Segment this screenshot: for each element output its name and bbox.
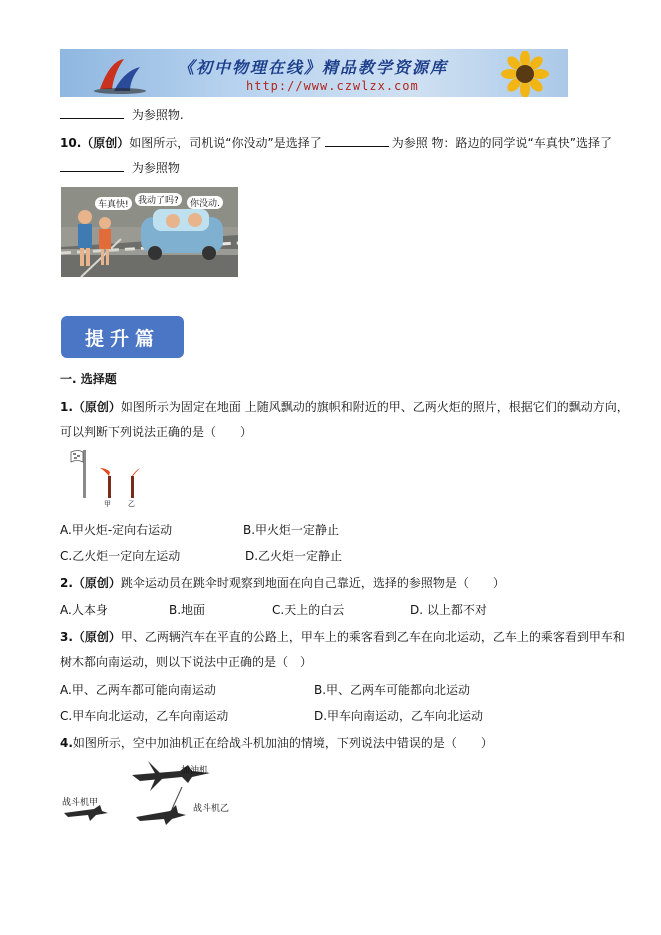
q3-option-a: A.甲、乙两车都可能向南运动: [60, 683, 216, 697]
answer-blank[interactable]: [60, 106, 124, 119]
aircraft-icon: [60, 757, 240, 829]
section-heading: 一. 选择题: [60, 372, 117, 386]
q1-option-d: D.乙火炬一定静止: [245, 549, 343, 563]
q3-line2: 树木都向南运动，则以下说法中正确的是（ ）: [60, 655, 313, 669]
speech-bubble: 车真快!: [95, 197, 132, 210]
section-title: 提升篇: [61, 316, 184, 358]
sunflower-icon: [490, 51, 560, 97]
banner-url: http://www.czwlzx.com: [246, 79, 419, 93]
q1-option-c: C.乙火炬一定向左运动: [60, 549, 181, 563]
question-number: 2.（原创）: [60, 576, 121, 590]
speech-bubble: 我动了吗?: [135, 193, 182, 206]
q2-line: 2.（原创）跳伞运动员在跳伞时观察到地面在向自己靠近，选择的参照物是（ ）: [60, 576, 505, 590]
q1-option-b: B.甲火炬一定静止: [243, 523, 340, 537]
q3-line1: 3.（原创）甲、乙两辆汽车在平直的公路上，甲车上的乘客看到乙车在向北运动，乙车上的乘客看到甲车和: [60, 630, 625, 644]
q2-option-b: B.地面: [169, 603, 206, 617]
torch-flag-illustration: [66, 446, 146, 508]
q10-line2: 为参照物: [60, 159, 180, 176]
q1-line1: 1.（原创）如图所示为固定在地面 上随风飘动的旗帜和附近的甲、乙两火炬的照片，根据它们的飘动方向，: [60, 400, 629, 414]
torch-label: 乙: [128, 500, 135, 508]
aircraft-label: 战斗机甲: [62, 798, 99, 808]
banner-title: 《初中物理在线》精品教学资源库: [178, 58, 449, 77]
car-illustration: [61, 187, 238, 277]
q2-option-a: A.人本身: [60, 603, 108, 617]
question-number: 4.: [60, 736, 73, 750]
q3-option-d: D.甲车向南运动，乙车向北运动: [314, 709, 484, 723]
aircraft-label: 战斗机乙: [193, 804, 230, 814]
question-number: 10.（原创）: [60, 136, 130, 150]
question-number: 3.（原创）: [60, 630, 121, 644]
answer-blank[interactable]: [325, 134, 389, 147]
q2-option-c: C.天上的白云: [272, 603, 345, 617]
torch-label: 甲: [104, 500, 111, 508]
q9-tail: 为参照物.: [60, 106, 184, 123]
answer-blank[interactable]: [60, 159, 124, 172]
header-banner: [60, 49, 568, 97]
question-number: 1.（原创）: [60, 400, 121, 414]
q2-option-d: D. 以上都不对: [410, 603, 487, 617]
aircraft-illustration: [60, 757, 240, 829]
q3-option-c: C.甲车向北运动，乙车向南运动: [60, 709, 229, 723]
q1-option-a: A.甲火炬-定向右运动: [60, 523, 173, 537]
q4-line: 4.如图所示，空中加油机正在给战斗机加油的情境，下列说法中错误的是（ ）: [60, 736, 493, 750]
speech-bubble: 你没动.: [187, 196, 223, 209]
q10-line1: 10.（原创）如图所示，司机说“你没动”是选择了 为参照 物：路边的同学说“车真快”选择了: [60, 136, 612, 150]
q3-option-b: B.甲、乙两车可能都向北运动: [314, 683, 471, 697]
logo-icon: [90, 53, 150, 95]
q1-line2: 可以判断下列说法正确的是（ ）: [60, 425, 253, 439]
aircraft-label: 加油机: [181, 766, 209, 776]
